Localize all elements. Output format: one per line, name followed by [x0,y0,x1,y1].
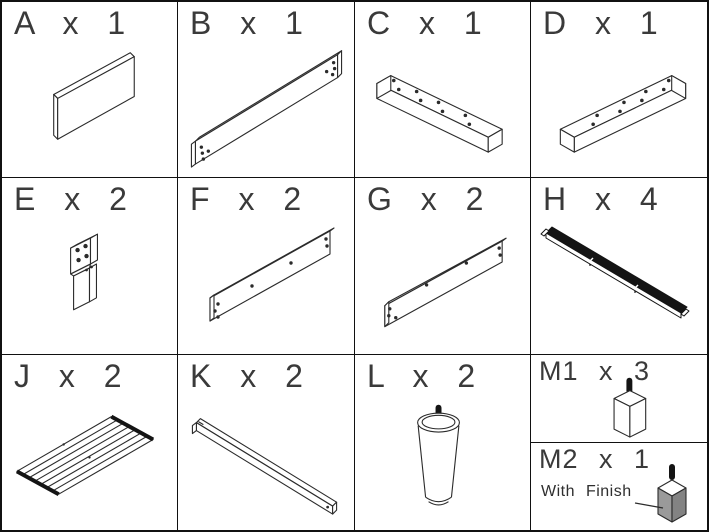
part-label-g: G x 2 [367,181,485,217]
cell-part-m2 [531,443,707,530]
part-label-d: D x 1 [543,5,659,41]
cell-part-e [2,178,178,355]
cell-part-l [355,355,531,530]
part-label-e: E x 2 [14,181,128,217]
cell-part-m-group [531,355,707,530]
cell-part-a [2,2,178,178]
part-label-f: F x 2 [190,181,303,217]
cell-part-g [355,178,531,355]
part-label-j: J x 2 [14,358,123,394]
part-label-m1: M1 x 3 [539,356,651,386]
part-label-l: L x 2 [367,358,477,394]
cell-part-h [531,178,707,355]
part-label-a: A x 1 [14,5,127,41]
part-label-h: H x 4 [543,181,659,217]
with-finish-note: With Finish [541,483,632,500]
cell-part-k [178,355,355,530]
cell-part-j [2,355,178,530]
part-label-k: K x 2 [190,358,304,394]
cell-part-b [178,2,355,178]
parts-grid [2,2,707,530]
cell-part-c [355,2,531,178]
cell-part-d [531,2,707,178]
part-label-c: C x 1 [367,5,483,41]
part-label-m2: M2 x 1 [539,444,651,474]
bolt-stud-icon [669,464,675,480]
cell-part-f [178,178,355,355]
cell-part-m1 [531,355,707,443]
part-label-b: B x 1 [190,5,304,41]
